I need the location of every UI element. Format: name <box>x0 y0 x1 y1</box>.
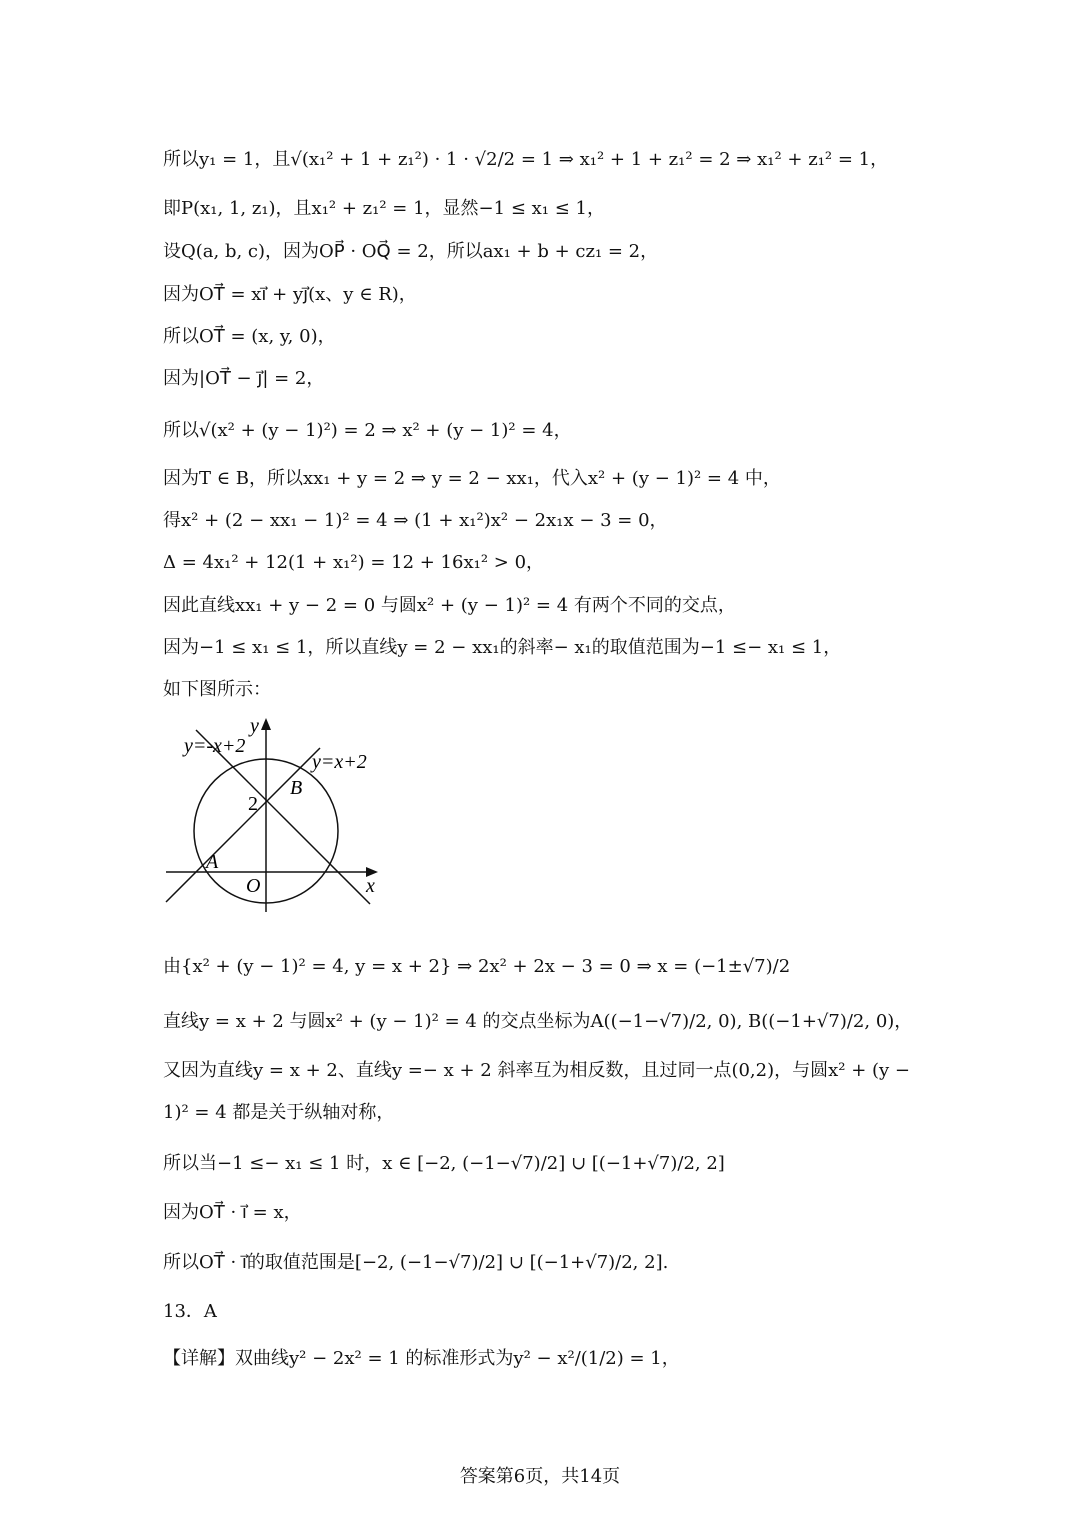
text-line: 所以OT⃗ · i⃗的取值范围是[−2, (−1−√7)/2] ∪ [(−1+√7)/2, 2]. <box>163 1252 669 1273</box>
text-line: 因此直线xx₁ + y − 2 = 0 与圆x² + (y − 1)² = 4 有两个不同的交点， <box>163 595 736 616</box>
label-x: x <box>366 875 375 897</box>
text-line: 因为|OT⃗ − j⃗| = 2， <box>163 368 325 389</box>
y-axis-arrow <box>261 718 271 730</box>
label-intercept-2: 2 <box>248 793 258 815</box>
text-line: 1)² = 4 都是关于纵轴对称， <box>163 1102 395 1123</box>
text-line: 所以OT⃗ = (x, y, 0)， <box>163 326 336 347</box>
label-line-pos: y=x+2 <box>312 751 367 773</box>
text-line: 直线y = x + 2 与圆x² + (y − 1)² = 4 的交点坐标为A((−1−√7)/2, 0), B((−1+√7)/2, 0)， <box>163 1011 913 1032</box>
circle-lines-figure <box>160 712 390 912</box>
text-line: 又因为直线y = x + 2、直线y =− x + 2 斜率互为相反数，且过同一点(0,2)，与圆x² + (y − <box>163 1060 911 1081</box>
label-point-b: B <box>290 777 303 799</box>
line-y-eq-x-plus-2 <box>166 748 320 902</box>
label-point-a: A <box>206 851 219 873</box>
text-line: 因为T ∈ B，所以xx₁ + y = 2 ⇒ y = 2 − xx₁，代入x² + (y − 1)² = 4 中， <box>163 468 781 489</box>
text-line: 【详解】双曲线y² − 2x² = 1 的标准形式为y² − x²/(1/2) = 1， <box>163 1348 680 1369</box>
label-y: y <box>250 715 259 737</box>
text-line: 即P(x₁, 1, z₁)，且x₁² + z₁² = 1，显然−1 ≤ x₁ ≤ 1， <box>163 198 605 219</box>
text-line: 因为OT⃗ = xi⃗ + yj⃗(x、y ∈ R)， <box>163 284 417 305</box>
text-line: 所以当−1 ≤− x₁ ≤ 1 时，x ∈ [−2, (−1−√7)/2] ∪ [(−1+√7)/2, 2] <box>163 1153 725 1174</box>
text-line: 所以y₁ = 1，且√(x₁² + 1 + z₁²) · 1 · √2/2 = 1 ⇒ x₁² + 1 + z₁² = 2 ⇒ x₁² + z₁² = 1， <box>163 149 889 170</box>
text-line: 因为−1 ≤ x₁ ≤ 1，所以直线y = 2 − xx₁的斜率− x₁的取值范围为−1 ≤− x₁ ≤ 1， <box>163 637 842 658</box>
text-line: 由{x² + (y − 1)² = 4, y = x + 2} ⇒ 2x² + 2x − 3 = 0 ⇒ x = (−1±√7)/2 <box>163 956 791 977</box>
text-line: Δ = 4x₁² + 12(1 + x₁²) = 12 + 16x₁² > 0， <box>163 552 545 573</box>
text-line: 得x² + (2 − xx₁ − 1)² = 4 ⇒ (1 + x₁²)x² − 2x₁x − 3 = 0， <box>163 510 668 531</box>
page-footer: 答案第6页，共14页 <box>459 1466 621 1487</box>
label-origin: O <box>246 875 261 897</box>
label-line-neg: y=-x+2 <box>184 735 246 757</box>
text-line: 13．A <box>163 1301 217 1322</box>
text-line: 因为OT⃗ · i⃗ = x， <box>163 1202 302 1223</box>
text-line: 所以√(x² + (y − 1)²) = 2 ⇒ x² + (y − 1)² = 4， <box>163 420 572 441</box>
text-line: 设Q(a, b, c)，因为OP⃗ · OQ⃗ = 2，所以ax₁ + b + cz₁ = 2， <box>163 241 659 262</box>
text-line: 如下图所示： <box>163 679 271 700</box>
